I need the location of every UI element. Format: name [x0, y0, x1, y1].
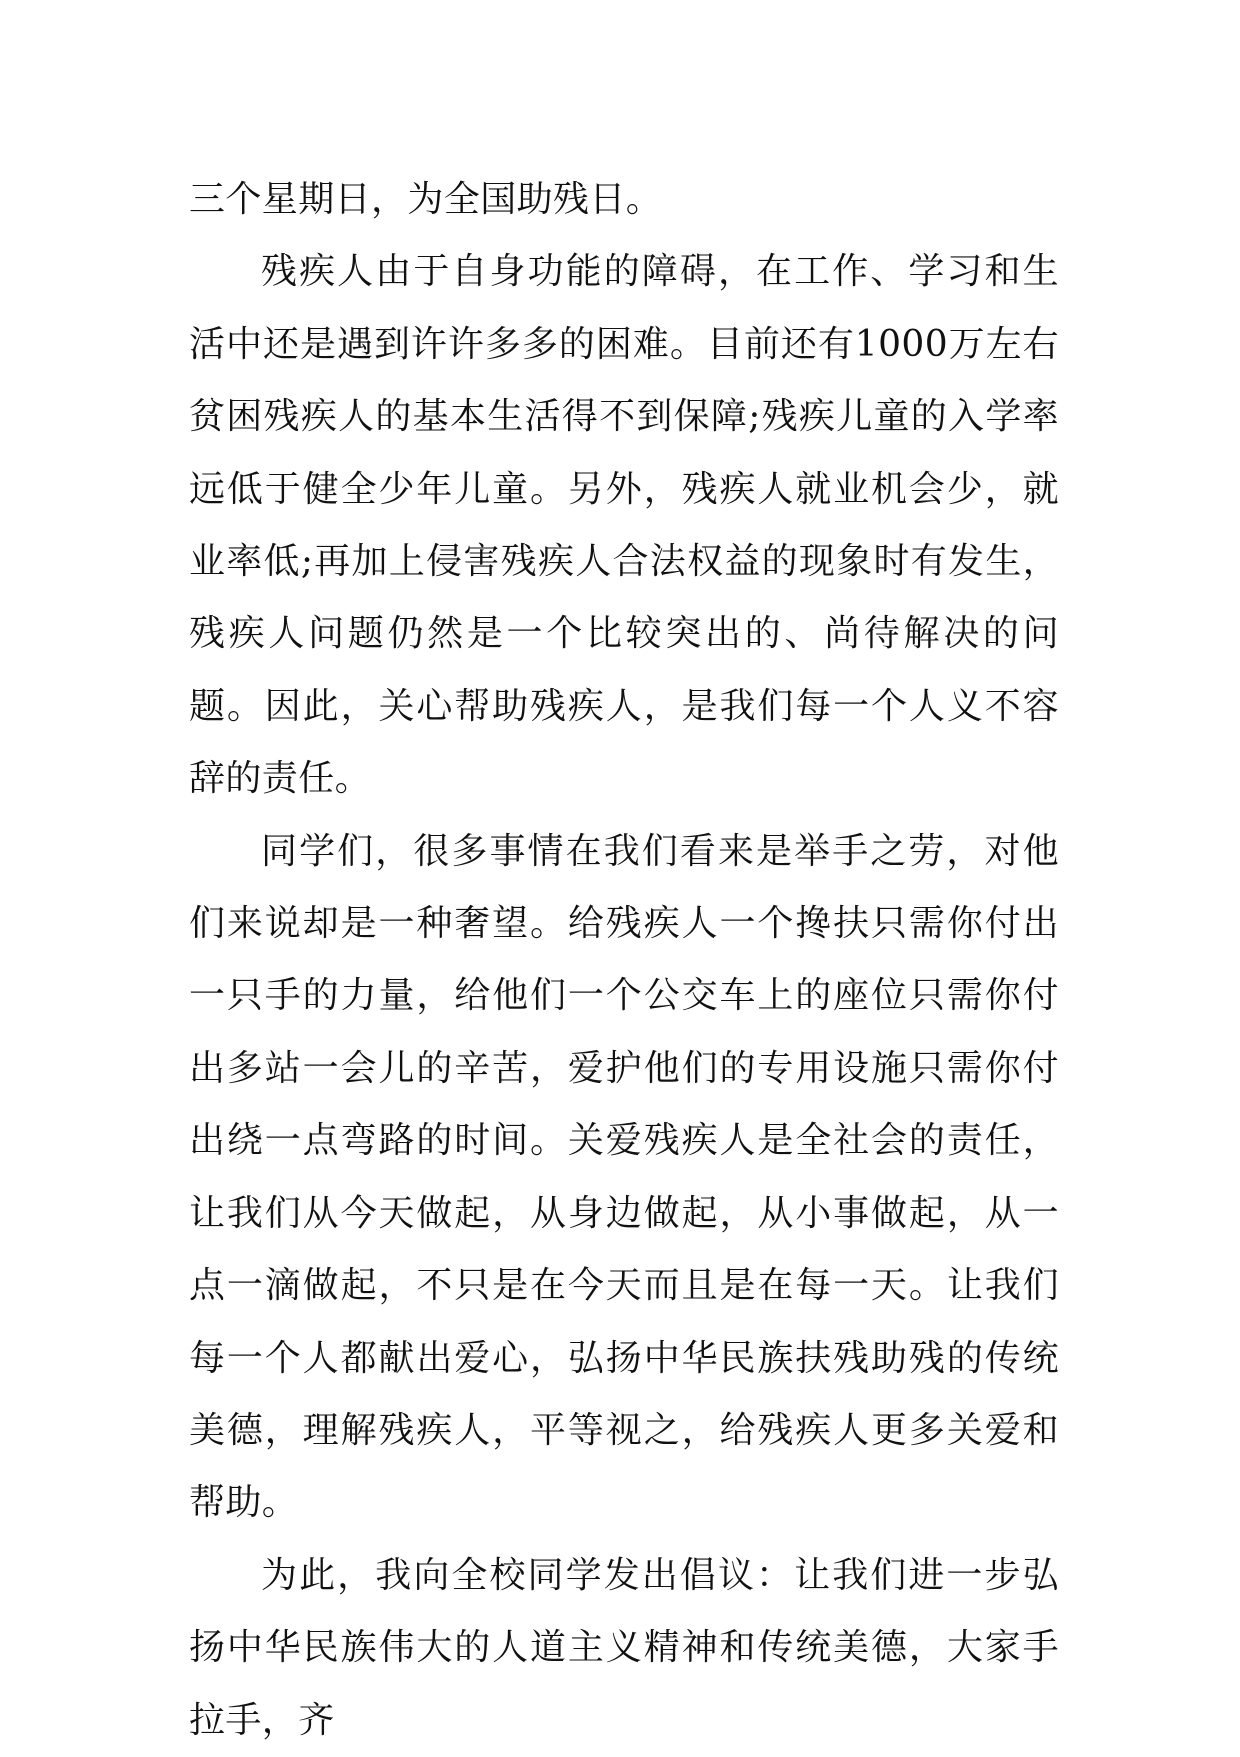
paragraph-2: 残疾人由于自身功能的障碍，在工作、学习和生活中还是遇到许许多多的困难。目前还有1000万左右贫困残疾人的基本生活得不到保障;残疾儿童的入学率远低于健全少年儿童。另外，残疾人就业机会少，就业率低;再加上侵害残疾人合法权益的现象时有发生，残疾人问题仍然是一个比较突出的、尚待解决的问题。因此，关心帮助残疾人，是我们每一个人义不容辞的责任。 — [189, 251, 1059, 800]
paragraph-3: 同学们，很多事情在我们看来是举手之劳，对他们来说却是一种奢望。给残疾人一个搀扶只需你付出一只手的力量，给他们一个公交车上的座位只需你付出多站一会儿的辛苦，爱护他们的专用设施只需你付出绕一点弯路的时间。关爱残疾人是全社会的责任，让我们从今天做起，从身边做起，从小事做起，从一点一滴做起，不只是在今天而且是在每一天。让我们每一个人都献出爱心，弘扬中华民族扶残助残的传统美德，理解残疾人，平等视之，给残疾人更多关爱和帮助。 — [189, 830, 1059, 1524]
paragraph-1: 三个星期日，为全国助残日。 — [189, 179, 663, 220]
document-body — [189, 164, 1059, 1757]
paragraph-4: 为此，我向全校同学发出倡议：让我们进一步弘扬中华民族伟大的人道主义精神和传统美德，大家手拉手，齐 — [189, 1554, 1059, 1741]
